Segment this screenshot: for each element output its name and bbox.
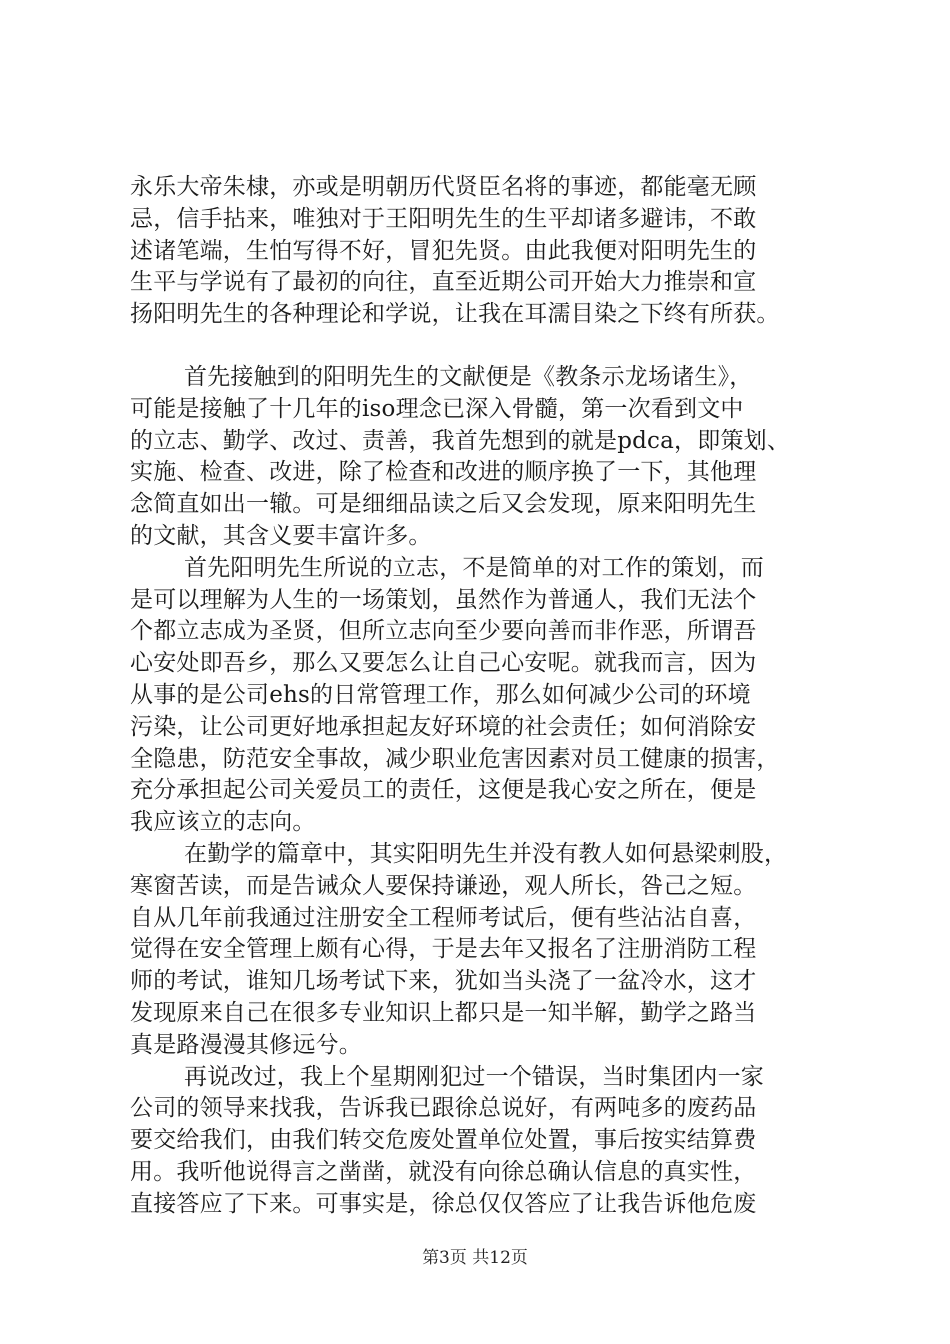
text-line: 扬阳明先生的各种理论和学说，让我在耳濡目染之下终有所获。 — [130, 301, 780, 328]
text-line: 真是路漫漫其修远兮。 — [130, 1031, 362, 1058]
text-line: 生平与学说有了最初的向往，直至近期公司开始大力推崇和宣 — [130, 269, 757, 296]
text-line: 觉得在安全管理上颇有心得，于是去年又报名了注册消防工程 — [130, 936, 757, 963]
paragraph-4 — [130, 839, 830, 1062]
text-line: 我应该立的志向。 — [130, 809, 316, 836]
text-line: 可能是接触了十几年的iso理念已深入骨髓，第一次看到文中 — [130, 395, 744, 422]
text-line: 自从几年前我通过注册安全工程师考试后，便有些沾沾自喜， — [130, 904, 757, 931]
text-line: 忌，信手拈来，唯独对于王阳明先生的生平却诸多避讳，不敢 — [130, 205, 757, 232]
text-line: 个都立志成为圣贤，但所立志向至少要向善而非作恶，所谓吾 — [130, 618, 757, 645]
text-line: 全隐患，防范安全事故，减少职业危害因素对员工健康的损害， — [130, 745, 780, 772]
text-line: 实施、检查、改进，除了检查和改进的顺序换了一下，其他理 — [130, 459, 757, 486]
text-line: 是可以理解为人生的一场策划，虽然作为普通人，我们无法个 — [130, 586, 757, 613]
text-line: 述诸笔端，生怕写得不好，冒犯先贤。由此我便对阳明先生的 — [130, 237, 757, 264]
text-line: 公司的领导来找我，告诉我已跟徐总说好，有两吨多的废药品 — [130, 1095, 757, 1122]
text-line: 的文献，其含义要丰富许多。 — [130, 522, 432, 549]
text-line: 污染，让公司更好地承担起友好环境的社会责任；如何消除安 — [130, 713, 757, 740]
text-line: 首先阳明先生所说的立志，不是简单的对工作的策划，而 — [184, 554, 764, 581]
paragraph-3 — [130, 553, 830, 839]
text-line: 寒窗苦读，而是告诫众人要保持谦逊，观人所长，咎己之短。 — [130, 872, 757, 899]
text-line: 发现原来自己在很多专业知识上都只是一知半解，勤学之路当 — [130, 999, 757, 1026]
text-line: 从事的是公司ehs的日常管理工作，那么如何减少公司的环境 — [130, 681, 751, 708]
paragraph-1 — [130, 172, 830, 331]
text-line: 再说改过，我上个星期刚犯过一个错误，当时集团内一家 — [184, 1063, 764, 1090]
text-line: 在勤学的篇章中，其实阳明先生并没有教人如何悬梁刺股， — [184, 840, 788, 867]
text-line: 直接答应了下来。可事实是，徐总仅仅答应了让我告诉他危废 — [130, 1190, 757, 1217]
paragraph-5 — [130, 1062, 830, 1221]
text-line: 用。我听他说得言之凿凿，就没有向徐总确认信息的真实性， — [130, 1158, 757, 1185]
paragraph-spacer — [130, 331, 830, 362]
text-line: 首先接触到的阳明先生的文献便是《教条示龙场诸生》， — [184, 363, 753, 390]
document-body — [130, 172, 830, 1221]
text-line: 要交给我们，由我们转交危废处置单位处置，事后按实结算费 — [130, 1127, 757, 1154]
text-line: 师的考试，谁知几场考试下来，犹如当头浇了一盆冷水，这才 — [130, 968, 757, 995]
text-line: 充分承担起公司关爱员工的责任，这便是我心安之所在，便是 — [130, 777, 757, 804]
text-line: 永乐大帝朱棣，亦或是明朝历代贤臣名将的事迹，都能毫无顾 — [130, 174, 757, 200]
paragraph-2 — [130, 362, 830, 553]
text-line: 的立志、勤学、改过、责善，我首先想到的就是pdca，即策划、 — [130, 427, 791, 454]
text-line: 心安处即吾乡，那么又要怎么让自己心安呢。就我而言，因为 — [130, 650, 757, 677]
text-line: 念简直如出一辙。可是细细品读之后又会发现，原来阳明先生 — [130, 491, 757, 518]
page-number-footer: 第3页 共12页 — [422, 1248, 528, 1268]
